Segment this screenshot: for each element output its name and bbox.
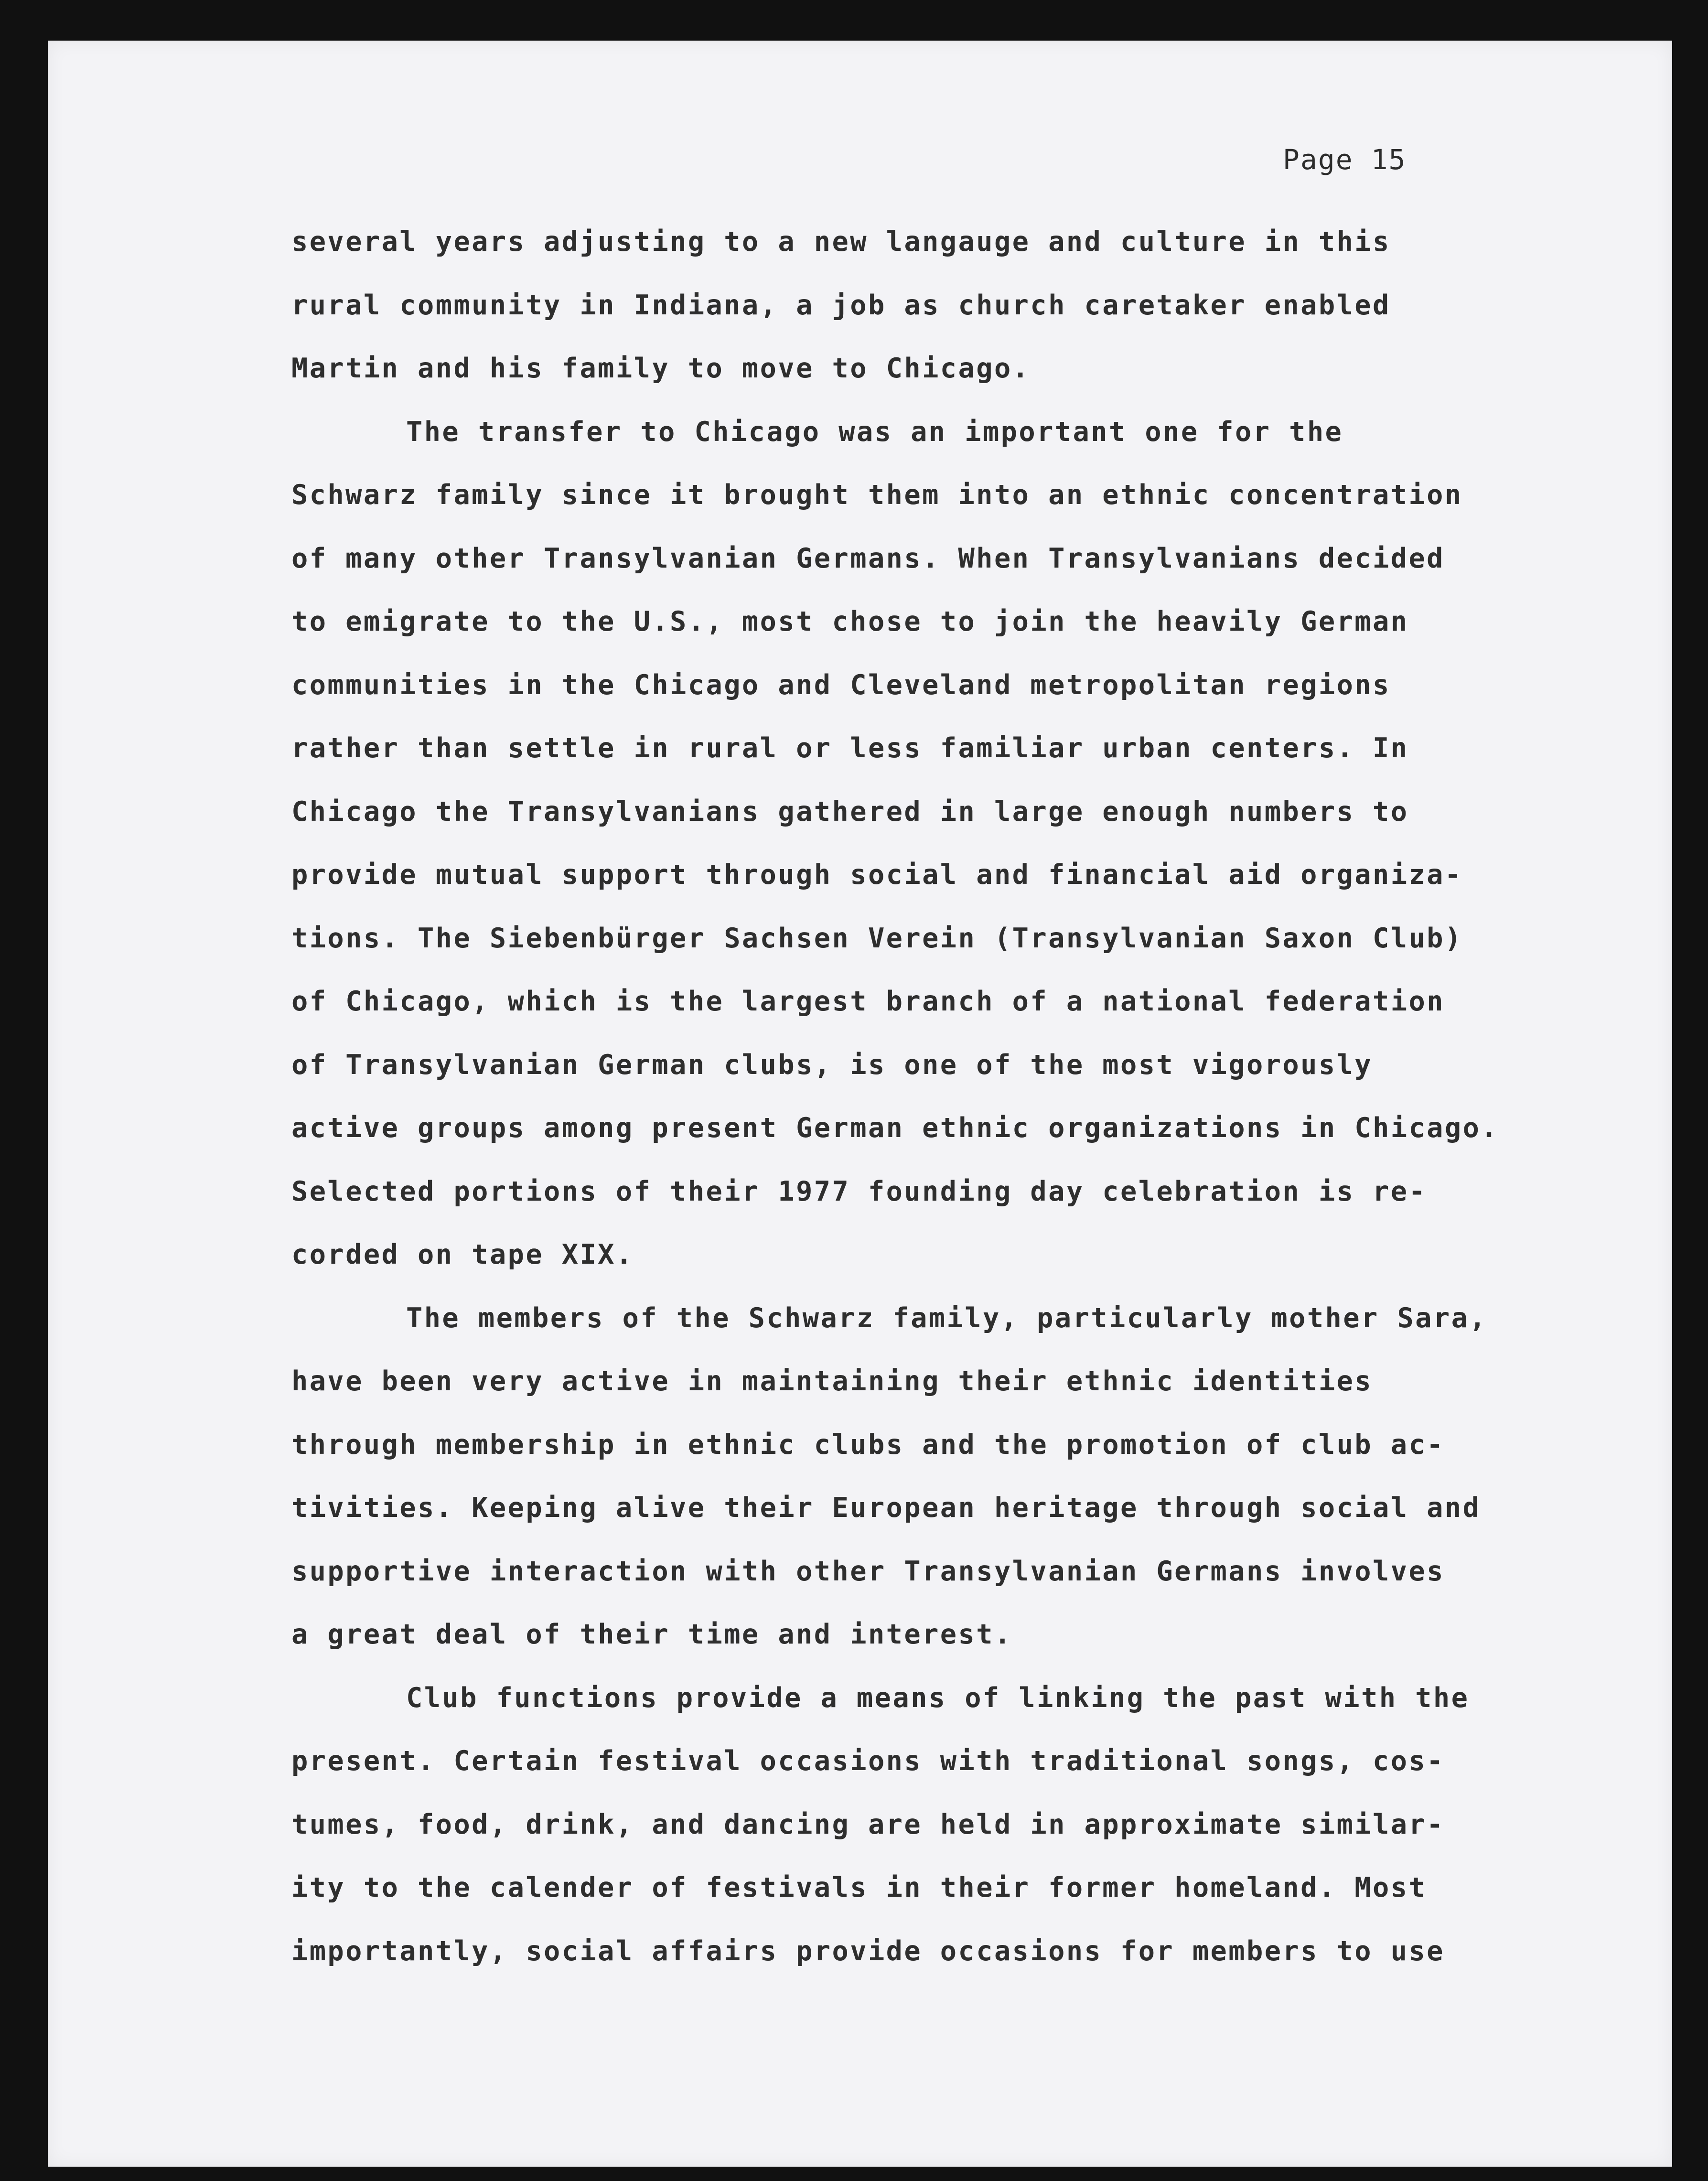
text-line: tions. The Siebenbürger Sachsen Verein (Transylvanian Saxon Club) [291, 922, 1463, 954]
text-line: a great deal of their time and interest. [291, 1619, 1012, 1650]
text-line: rural community in Indiana, a job as church caretaker enabled [291, 289, 1391, 321]
text-line: rather than settle in rural or less familiar urban centers. In [291, 732, 1409, 764]
text-line: several years adjusting to a new langauge and culture in this [291, 226, 1391, 258]
text-line: Selected portions of their 1977 founding day celebration is re- [291, 1175, 1427, 1207]
text-line: active groups among present German ethnic organizations in Chicago. [291, 1112, 1499, 1144]
text-line: Martin and his family to move to Chicago. [291, 353, 1031, 384]
text-line: present. Certain festival occasions with traditional songs, cos- [291, 1745, 1445, 1777]
text-line: supportive interaction with other Transylvanian Germans involves [291, 1555, 1445, 1587]
text-line: of Transylvanian German clubs, is one of the most vigorously [291, 1049, 1373, 1081]
page-number: Page 15 [1283, 143, 1407, 176]
text-line: corded on tape XIX. [291, 1239, 634, 1270]
text-line: The members of the Schwarz family, particularly mother Sara, [406, 1302, 1488, 1334]
text-line: of many other Transylvanian Germans. When Transylvanians decided [291, 542, 1445, 574]
text-line: have been very active in maintaining their ethnic identities [291, 1365, 1373, 1397]
text-line: tumes, food, drink, and dancing are held in approximate similar- [291, 1808, 1445, 1840]
text-line: of Chicago, which is the largest branch of a national federation [291, 986, 1445, 1017]
text-line: Schwarz family since it brought them into an ethnic concentration [291, 479, 1463, 511]
body-text [291, 210, 1581, 1983]
text-line: through membership in ethnic clubs and the promotion of club ac- [291, 1429, 1445, 1461]
text-line: importantly, social affairs provide occasions for members to use [291, 1935, 1445, 1967]
text-line: to emigrate to the U.S., most chose to join the heavily German [291, 606, 1409, 637]
text-line: communities in the Chicago and Cleveland metropolitan regions [291, 669, 1391, 701]
text-line: provide mutual support through social and financial aid organiza- [291, 859, 1463, 891]
text-line: The transfer to Chicago was an important one for the [406, 416, 1343, 448]
text-line: tivities. Keeping alive their European heritage through social and [291, 1492, 1481, 1524]
text-line: Club functions provide a means of linking the past with the [406, 1682, 1470, 1714]
text-line: ity to the calender of festivals in their former homeland. Most [291, 1872, 1427, 1903]
text-line: Chicago the Transylvanians gathered in large enough numbers to [291, 795, 1409, 827]
